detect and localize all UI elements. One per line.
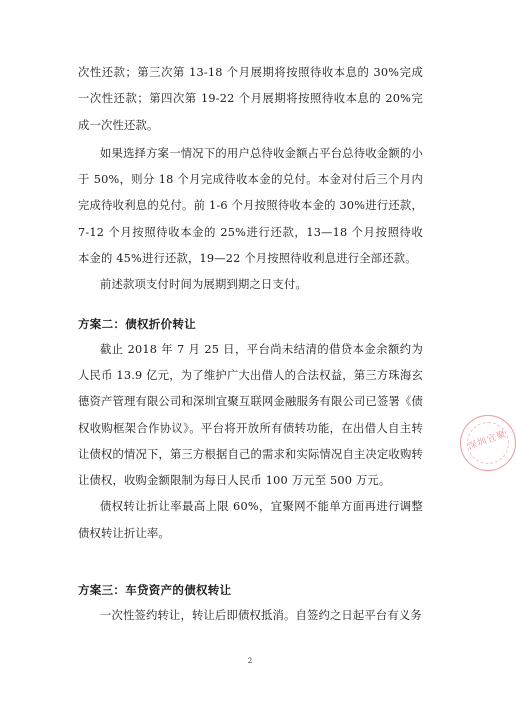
paragraph-plan1-alternative: 如果选择方案一情况下的用户总待收金额占平台总待收金额的小于 50%，则分 18 个月完成待收本金的兑付。本金对付后三个月内完成待收利息的兑付。前 1-6 个月按照待收本金的 30%进行还款，7-12 个月按照待收本金的 25%进行还款，13—18 个月按照待收本金的 45%进行还款，19—22 个月按照待收利息进行全部还款。: [78, 146, 423, 266]
paragraph-continuation: 次性还款；第三次第 13-18 个月展期将按照待收本息的 30%完成一次性还款；第四次第 19-22 个月展期将按照待收本息的 20%完成一次性还款。: [78, 66, 423, 132]
stamp-text: 深圳宜聚: [467, 429, 509, 453]
section-heading-plan3: 方案三：车贷资产的债权转让: [78, 583, 232, 598]
company-seal-stamp: [460, 415, 516, 471]
page-number: 2: [247, 657, 253, 665]
document-body: [78, 60, 423, 629]
paragraph-payment-timing: 前述款项支付时间为展期到期之日支付。: [100, 278, 307, 292]
paragraph-plan3-details: 一次性签约转让，转让后即债权抵消。自签约之日起平台有义务: [100, 609, 422, 623]
paragraph-plan2-discount: 债权转让折让率最高上限 60%，宜聚网不能单方面再进行调整债权转让折让率。: [78, 500, 423, 540]
paragraph-plan2-details: 截止 2018 年 7 月 25 日，平台尚未结清的借贷本金余额约为人民币 13.9 亿元，为了维护广大出借人的合法权益，第三方珠海玄德资产管理有限公司和深圳宜聚互联网金融服务有限公司已签署《债权收购框架合作协议》。平台将开放所有债转功能，在出借人自主转让债权的情况下，第三方根据自己的需求和实际情况自主决定收购转让债权，收购金额限制为每日人民币 100 万元至 500 万元。: [78, 342, 423, 488]
section-heading-plan2: 方案二：债权折价转让: [78, 316, 196, 331]
